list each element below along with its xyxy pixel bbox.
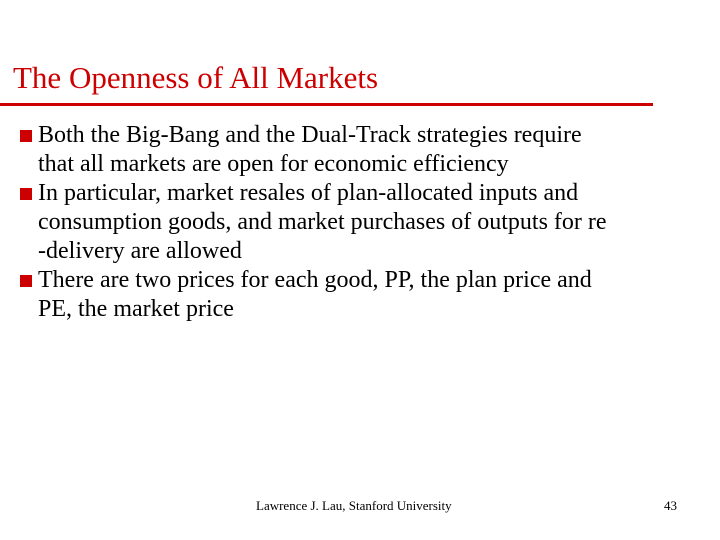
bullet-3-line-1: There are two prices for each good, PP, the plan price and (38, 267, 592, 293)
bullet-list (20, 121, 720, 324)
square-bullet-icon (20, 130, 32, 142)
title-underline (0, 103, 653, 106)
square-bullet-icon (20, 275, 32, 287)
square-bullet-icon (20, 188, 32, 200)
bullet-item-3 (20, 266, 720, 324)
slide-title: The Openness of All Markets (13, 60, 379, 95)
page-number: 43 (664, 498, 677, 513)
bullet-1-line-1: Both the Big-Bang and the Dual-Track strategies require (38, 122, 582, 148)
bullet-2-line-3: -delivery are allowed (38, 238, 242, 264)
bullet-1-line-2: that all markets are open for economic efficiency (38, 151, 509, 177)
bullet-2-line-1: In particular, market resales of plan-allocated inputs and (38, 180, 579, 206)
bullet-item-2 (20, 179, 720, 266)
bullet-3-line-2: PE, the market price (38, 296, 234, 322)
footer-author: Lawrence J. Lau, Stanford University (256, 498, 452, 513)
bullet-2-line-2: consumption goods, and market purchases of outputs for re (38, 209, 607, 235)
bullet-item-1 (20, 121, 720, 179)
